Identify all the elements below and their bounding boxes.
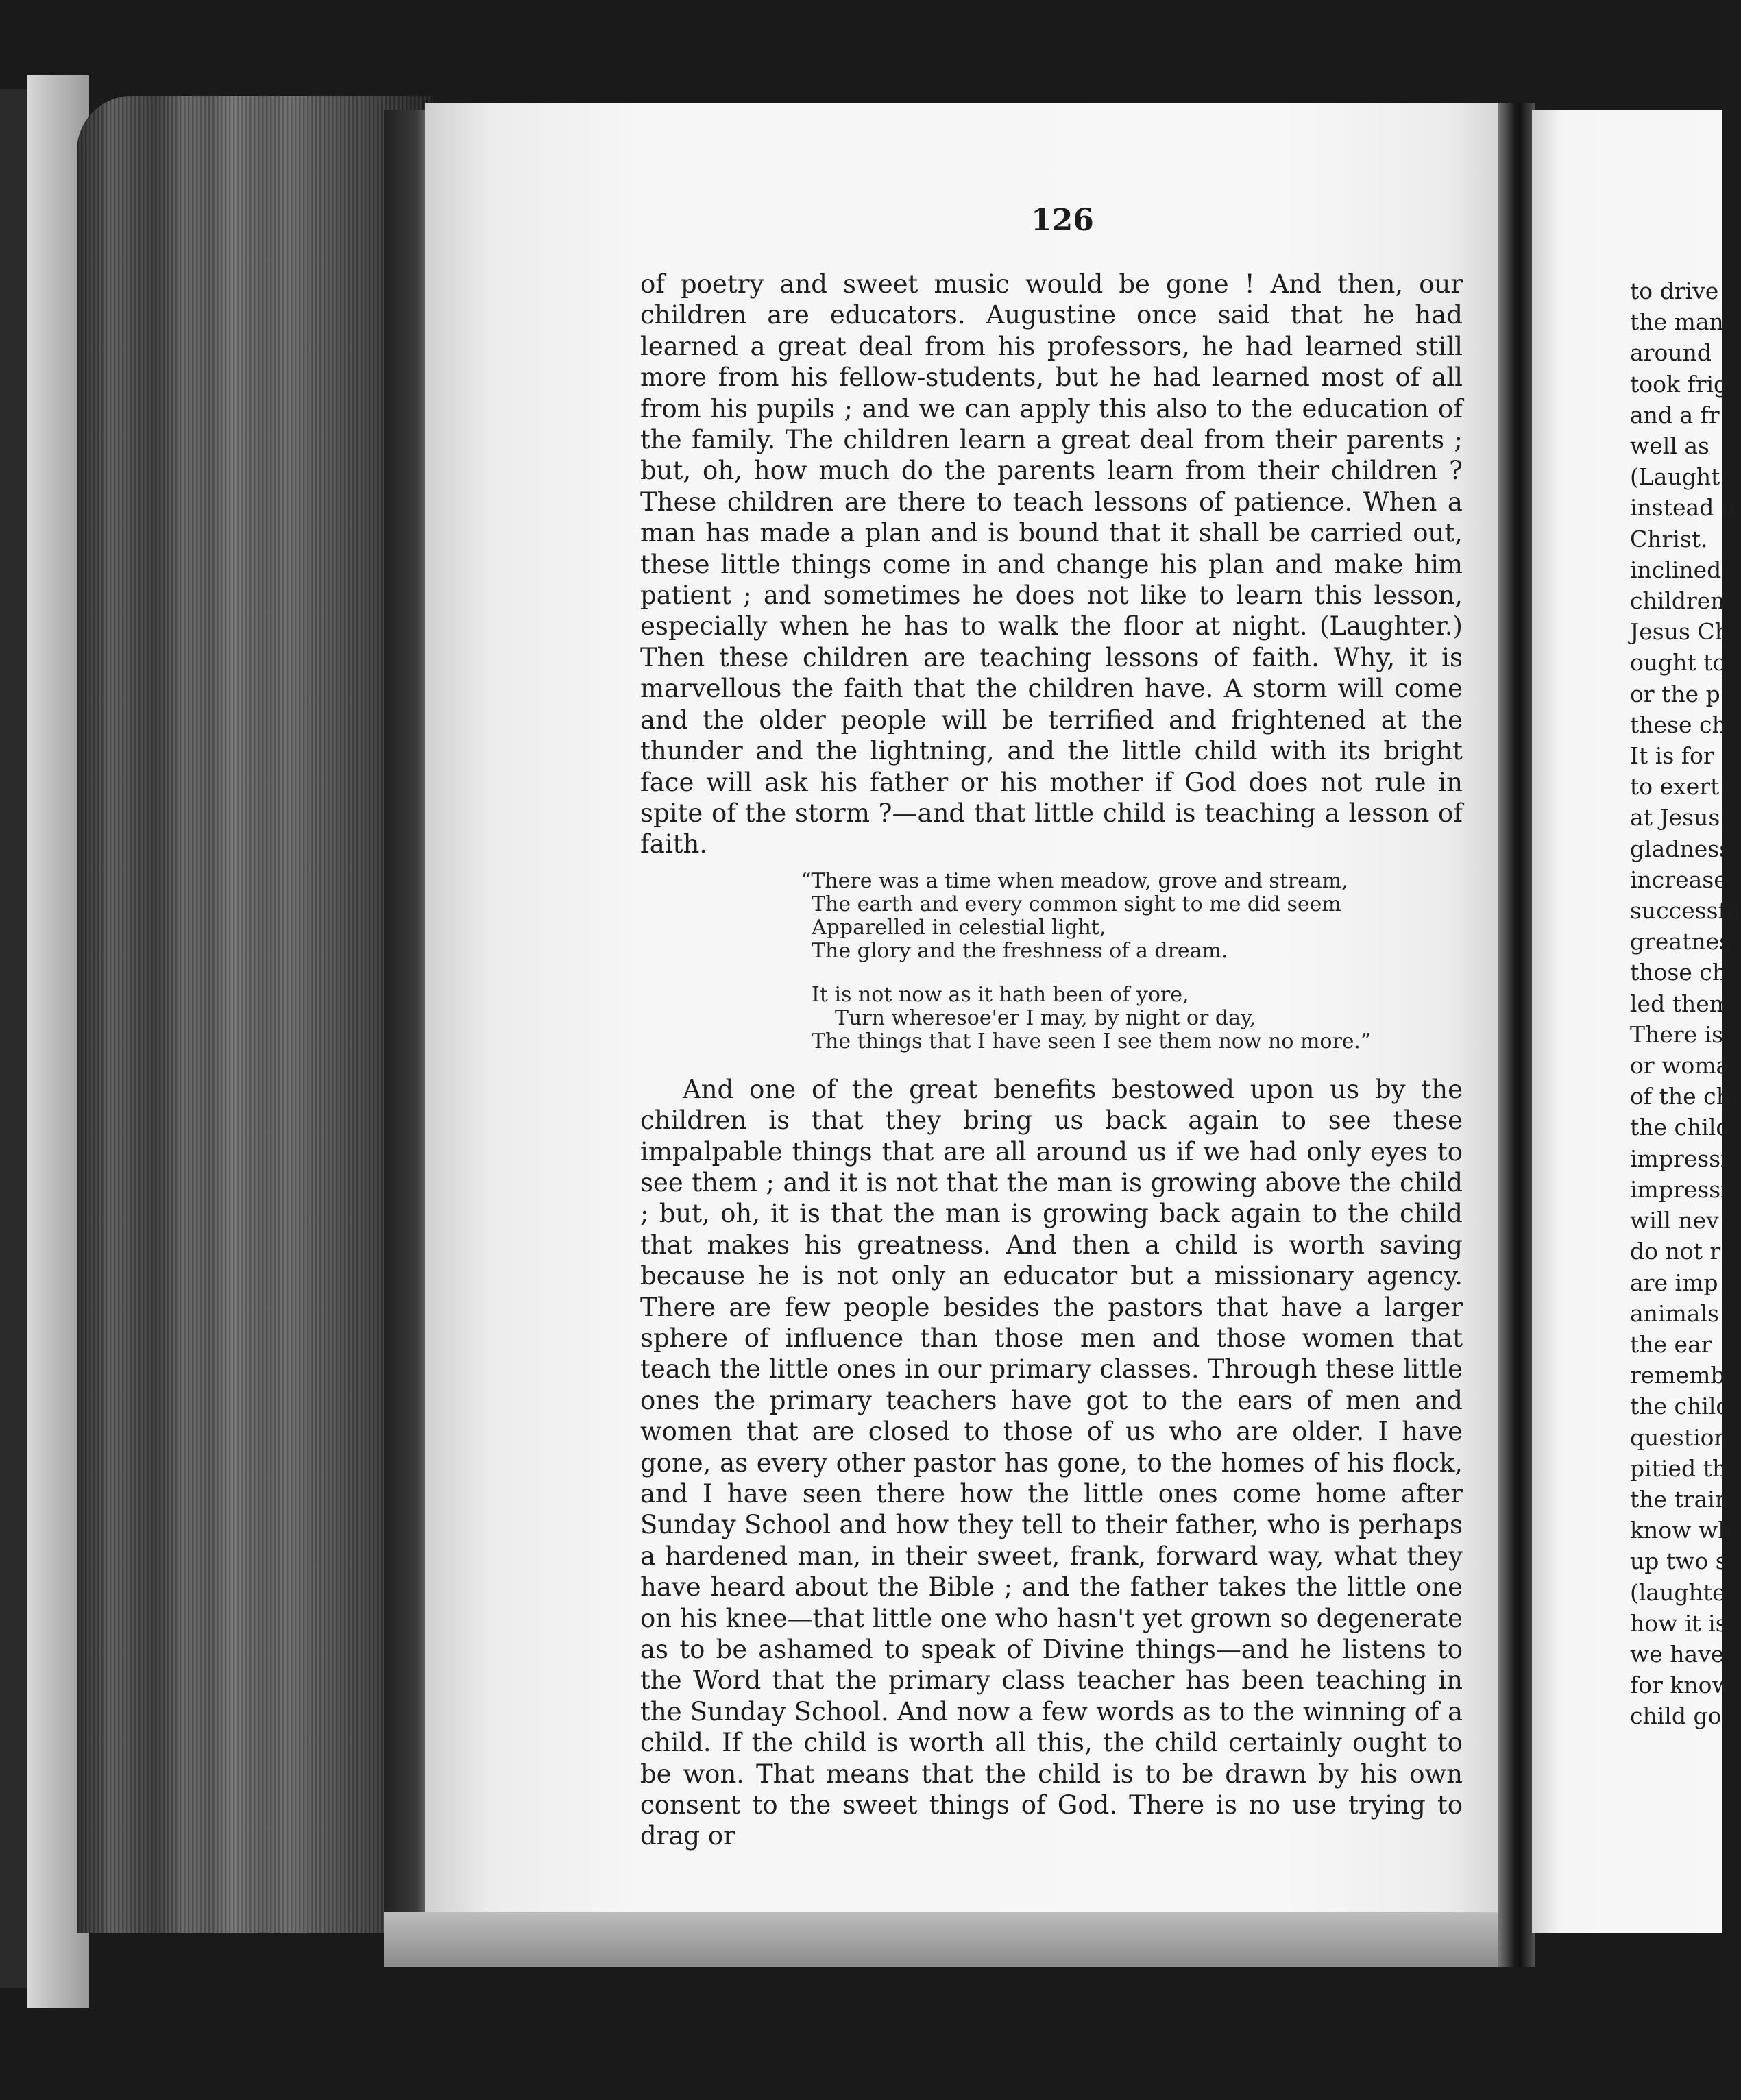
facing-page-line: inclined [1630,556,1722,583]
facing-page-line: those ch [1630,959,1727,986]
poem-stanza-2 [812,984,1463,1053]
facing-page-line: There is [1630,1021,1724,1048]
poem-line: “There was a time when meadow, grove and stream, [801,868,1348,893]
poem-quote [640,870,1463,1053]
facing-page-line: led them [1630,990,1731,1017]
facing-page-line: greatnes [1630,928,1731,955]
facing-page-line: do not r [1630,1238,1721,1265]
poem-line: Turn wheresoe'er I may, by night or day, [835,1005,1256,1030]
facing-page-line: to exert [1630,773,1720,801]
facing-page-line: successfu [1630,897,1741,925]
page-bottom-edge [384,1912,1508,1967]
facing-page-line: or woma [1630,1052,1730,1079]
facing-page-line: for know [1630,1672,1731,1699]
poem-line: The earth and every common sight to me did seem [812,892,1341,916]
facing-page-line: the child [1630,1393,1731,1420]
facing-page-line: and a fr [1630,401,1720,428]
facing-page-line: or the p [1630,680,1720,707]
facing-page-line: child go [1630,1702,1722,1730]
facing-page-line: animals [1630,1299,1719,1327]
facing-page-line: around [1630,339,1712,367]
facing-page-line: know wh [1630,1517,1733,1544]
facing-page-line: these ch [1630,711,1727,738]
facing-page-line: up two s [1630,1548,1727,1575]
poem-line: The glory and the freshness of a dream. [812,938,1228,963]
facing-page-line: the man [1630,308,1724,336]
facing-page-line: gladness [1630,835,1731,862]
page-stack-edges [77,96,433,1933]
facing-page-line: instead o [1630,494,1735,522]
facing-page-line: to drive [1630,278,1719,304]
facing-page-line: children [1630,587,1725,615]
facing-page-line: the child [1630,1114,1731,1141]
facing-page-line: question [1630,1424,1729,1451]
facing-page-line: (Laught [1630,463,1720,491]
facing-page-line: (laughte [1630,1578,1726,1606]
facing-page-line: will nev [1630,1207,1719,1234]
facing-page-line: increase [1630,866,1727,893]
poem-stanza-1 [801,868,1463,963]
facing-page-line: the ear [1630,1330,1712,1358]
facing-page-line: impressi [1630,1175,1728,1203]
facing-page-text [1630,276,1741,1732]
facing-page-line: are imp [1630,1269,1718,1296]
page-number: 126 [1031,203,1094,238]
facing-page-line: impressi [1630,1145,1728,1172]
facing-page-line: took frig [1630,370,1729,398]
facing-page-line: It is for [1630,742,1714,770]
paragraph-1: of poetry and sweet music would be gone ! And then, our children are educators. Augustine once said that he had learned a great deal from his professors, he had learned still more from his fellow-students, but he had learned most of all from his pupils ; and we can apply this also to the education of the family. The children learn a great deal from their parents ; but, oh, how much do the parents learn from their children ? These children are there to teach lessons of patience. When a man has made a plan and is bound that it shall be carried out, these little things come in and change his plan and make him patient ; and sometimes he does not like to learn this lesson, especially when he has to walk the floor at night. (Laughter.) Then these children are teaching lessons of faith. Why, it is marvellous the faith that the children have. A storm will come and the older people will be terrified and frightened at the thunder and the lightning, and the little child with its bright face will ask his father or his mother if God does not rule in spite of the storm ?—and that little child is teaching a lesson of faith. [640,269,1463,859]
facing-page-line: of the ch [1630,1083,1731,1110]
facing-page-line: Christ. [1630,525,1708,552]
facing-page-line: Jesus Ch [1630,618,1729,646]
poem-line: The things that I have seen I see them now no more.” [812,1029,1372,1053]
facing-page-line: pitied th [1630,1454,1727,1482]
book-spine [1498,103,1535,1967]
facing-page-line: how it is [1630,1609,1727,1637]
facing-page-line: the train [1630,1485,1730,1513]
poem-line: Apparelled in celestial light, [812,915,1106,940]
facing-page-line: we have [1630,1640,1725,1668]
poem-line: It is not now as it hath been of yore, [812,982,1189,1007]
facing-page-line: ought to [1630,649,1727,676]
facing-page-line: well as [1630,432,1709,460]
facing-page-line: rememb [1630,1362,1725,1389]
facing-page-line: at Jesus [1630,804,1720,831]
left-shadow [0,89,27,1988]
paragraph-2: And one of the great benefits bestowed upon us by the children is that they bring us back again to see these impalpable things that are all around us if we had only eyes to see them ; and it is not that the man is growing above the child ; but, oh, it is that the man is growing back again to the child that makes his greatness. And then a child is worth saving because he is not only an educator but a missionary agency. There are few people besides the pastors that have a larger sphere of influence than those men and those women that teach the little ones in our primary classes. Through these little ones the primary teachers have got to the ears of men and women that are closed to those of us who are older. I have gone, as every other pastor has gone, to the homes of his flock, and I have seen there how the little ones come home after Sunday School and how they tell to their father, who is perhaps a hardened man, in their sweet, frank, forward way, what they have heard about the Bible ; and the father takes the little one on his knee—that little one who hasn't yet grown so degenerate as to be ashamed to speak of Divine things—and he listens to the Word that the primary class teacher has been teaching in the Sunday School. And now a few words as to the winning of a child. If the child is worth all this, the child certainly ought to be won. That means that the child is to be drawn by his own consent to the sweet things of God. There is no use trying to drag or [640,1074,1463,1851]
main-text-column [640,269,1463,1852]
